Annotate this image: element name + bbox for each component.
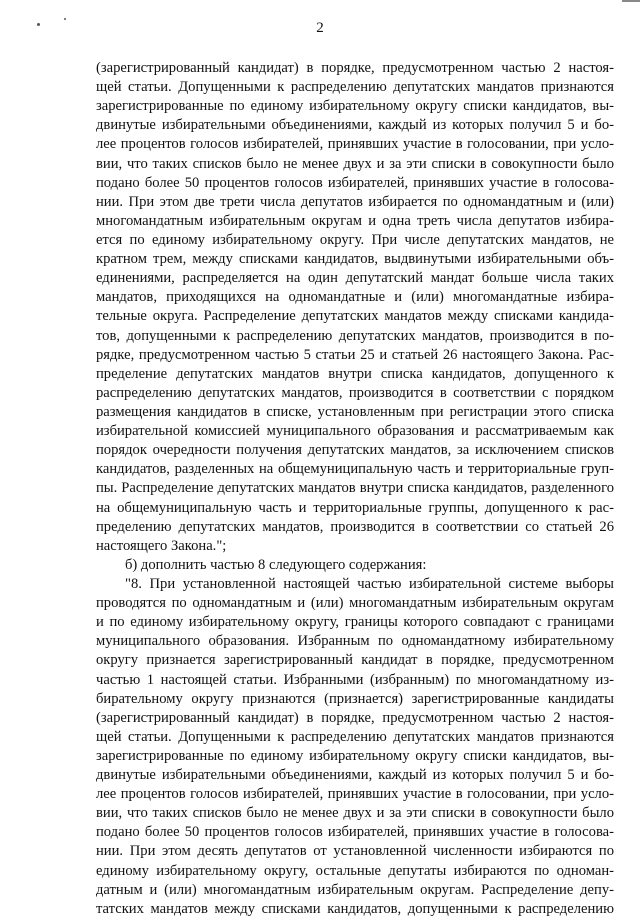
- text-line: кандидатов, разделенных на общемуниципальную часть и территориальные груп-: [96, 461, 614, 478]
- text-line: двинутые избирательными объединениями, каждый из которых получил 5 и бо-: [96, 117, 614, 134]
- text-line: округу признается зарегистрированный кандидат в порядке, предусмотренном: [96, 652, 614, 669]
- text-line: щей статьи. Допущенными к распределению депутатских мандатов признаются: [96, 728, 614, 745]
- text-line: ется по единому избирательному округу. При числе депутатских мандатов, не: [96, 231, 614, 248]
- text-line: на общемуниципальную часть и территориальные группы, допущенного к рас-: [96, 499, 614, 516]
- page-number: 2: [316, 20, 324, 36]
- text-line: проводятся по одномандатным и (или) многомандатным избирательным округам: [96, 595, 614, 612]
- text-line: (зарегистрированный кандидат) в порядке, предусмотренном частью 2 настоя-: [96, 709, 614, 726]
- text-line: мандатов, приходящихся на одномандатные и (или) многомандатные избира-: [96, 289, 614, 306]
- text-line: вии, что таких списков было не менее двух и за эти списки в совокупности было: [96, 805, 614, 822]
- text-line: татских мандатов между списками кандидатов, допущенными к распределению: [96, 900, 614, 917]
- text-line: двинутые избирательными объединениями, каждый из которых получил 5 и бо-: [96, 767, 614, 784]
- text-line: избирательной комиссией муниципального образования и рассматриваемым как: [96, 423, 614, 440]
- text-line: нии. При этом десять депутатов от установленной численности избираются по: [96, 843, 614, 860]
- text-line: пределение депутатских мандатов внутри списка кандидатов, допущенного к: [96, 365, 614, 382]
- text-line: зарегистрированные по единому избирательному округу списки кандидатов, вы-: [96, 747, 614, 764]
- text-line: лее процентов голосов избирателей, принявших участие в голосовании, при усло-: [96, 786, 614, 803]
- text-line: подано более 50 процентов голосов избирателей, принявших участие в голосова-: [96, 824, 614, 841]
- text-line: распределению депутатских мандатов, производится в соответствии с порядком: [96, 384, 614, 401]
- text-line: рядке, предусмотренном частью 5 статьи 25 и статьей 26 настоящего Закона. Рас-: [96, 346, 614, 363]
- text-line: б) дополнить частью 8 следующего содержания:: [125, 556, 427, 573]
- text-line: пы. Распределение депутатских мандатов внутри списка кандидатов, разделенного: [96, 480, 614, 497]
- body-text: [96, 59, 614, 919]
- text-line: муниципального образования. Избранным по одномандатному избирательному: [96, 633, 614, 650]
- text-line: лее процентов голосов избирателей, принявших участие в голосовании, при усло-: [96, 136, 614, 153]
- text-line: порядок очередности получения депутатских мандатов, за исключением списков: [96, 442, 614, 459]
- text-line: тов, допущенными к распределению депутатских мандатов, производится в по-: [96, 327, 614, 344]
- text-line: зарегистрированные по единому избирательному округу списки кандидатов, вы-: [96, 98, 614, 115]
- scan-edge-mark: [622, 0, 640, 2]
- text-line: пределению депутатских мандатов, производится в соответствии со статьей 26: [96, 518, 614, 535]
- text-line: кратном трем, между списками кандидатов, выдвинутыми избирательными объ-: [96, 251, 614, 268]
- text-line: многомандатным избирательным округам и одна треть числа депутатов избира-: [96, 212, 614, 229]
- text-line: единениями, распределяется на один депутатский мандат больше числа таких: [96, 270, 614, 287]
- text-line: вии, что таких списков было не менее двух и за эти списки в совокупности было: [96, 155, 614, 172]
- text-line: бирательному округу признаются (признается) зарегистрированные кандидаты: [96, 690, 614, 707]
- text-line: настоящего Закона.";: [96, 537, 227, 554]
- text-line: подано более 50 процентов голосов избирателей, принявших участие в голосова-: [96, 174, 614, 191]
- text-line: единому избирательному округу, остальные депутаты избираются по одноман-: [96, 862, 614, 879]
- text-line: тельные округа. Распределение депутатских мандатов между списками кандида-: [96, 308, 614, 325]
- text-line: нии. При этом две трети числа депутатов избирается по одномандатным и (или): [96, 193, 614, 210]
- text-line: размещения кандидатов в списке, установленным при регистрации этого списка: [96, 403, 614, 420]
- text-line: и по единому избирательному округу, границы которого совпадают с границами: [96, 614, 614, 631]
- text-line: (зарегистрированный кандидат) в порядке, предусмотренном частью 2 настоя-: [96, 60, 614, 76]
- text-line: частью 1 настоящей статьи. Избранными (избранным) по многомандатному из-: [96, 671, 614, 688]
- text-line: "8. При установленной настоящей частью избирательной системе выборы: [125, 575, 614, 592]
- text-line: датным и (или) многомандатным избирательным округам. Распределение депу-: [96, 881, 614, 898]
- text-line: щей статьи. Допущенными к распределению депутатских мандатов признаются: [96, 79, 614, 96]
